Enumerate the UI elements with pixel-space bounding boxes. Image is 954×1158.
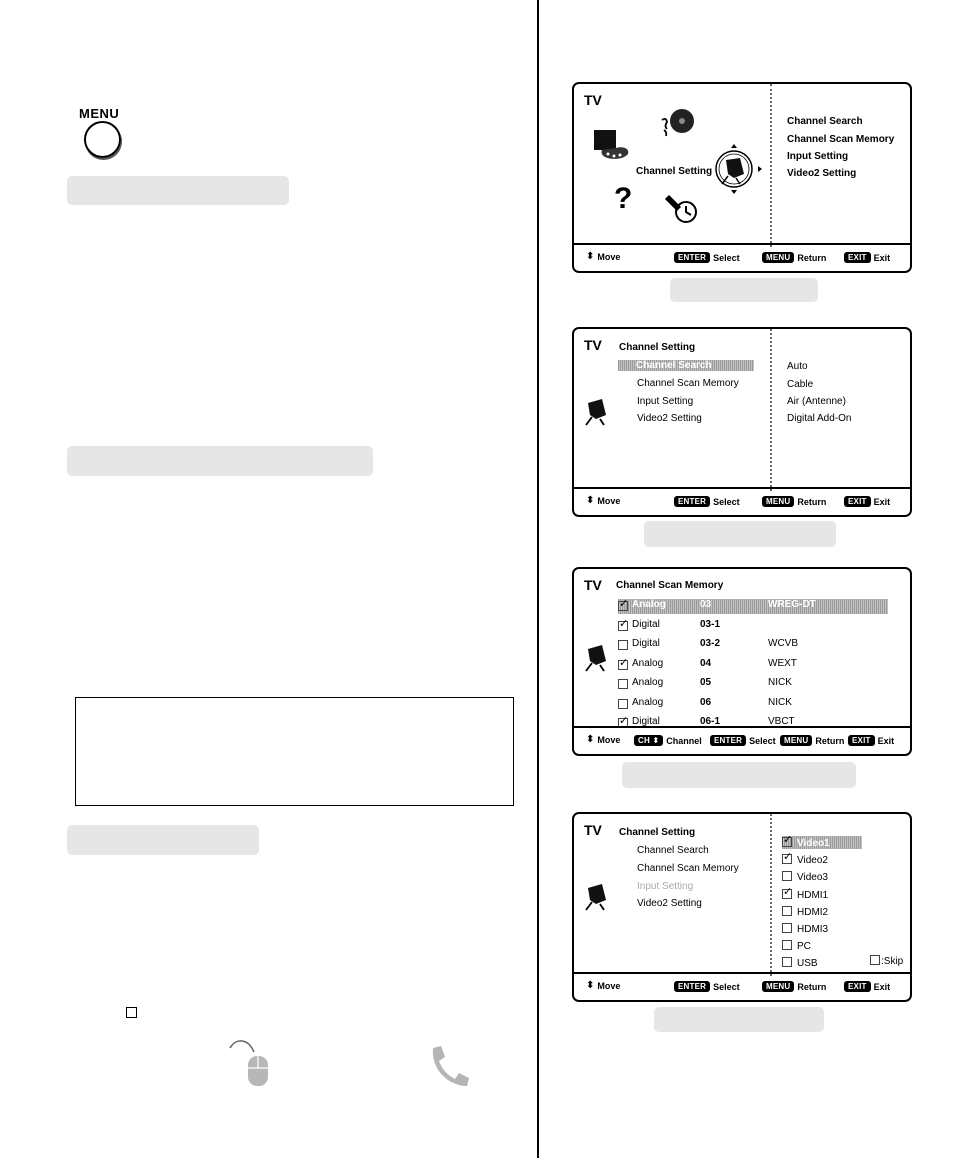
footer-move: ⬍ Move (586, 495, 621, 506)
input-row[interactable] (782, 939, 811, 952)
updown-arrow-icon: ⬍ (586, 251, 595, 262)
channel-name: NICK (768, 696, 792, 708)
channel-row[interactable] (618, 619, 848, 634)
input-label: PC (797, 941, 811, 953)
option-digital-add-on[interactable]: Digital Add-On (787, 413, 852, 424)
menu-button-icon (84, 121, 121, 158)
updown-arrow-icon: ⬍ (586, 734, 595, 745)
channel-name: WEXT (768, 657, 797, 669)
footer-select: ENTER Select (710, 735, 776, 746)
option-input-setting[interactable]: Input Setting (787, 151, 849, 162)
channel-type: Analog (632, 677, 664, 688)
screen-footer (574, 972, 910, 1000)
channel-number: 03 (700, 599, 712, 610)
menu-button-label: MENU (79, 106, 120, 121)
channel-setting-icon (584, 641, 610, 673)
input-label: Video3 (797, 872, 828, 884)
skip-legend: :Skip (870, 954, 903, 967)
music-disc-icon (658, 106, 696, 140)
footer-channel: CH ⬍ Channel (634, 735, 702, 746)
channel-row[interactable] (618, 697, 848, 712)
footer-exit: EXIT Exit (844, 252, 890, 263)
enter-key: ENTER (674, 496, 710, 507)
tv-title: TV (584, 337, 602, 353)
footer-return: MENU Return (762, 252, 826, 263)
footer-return: MENU Return (780, 735, 844, 746)
channel-type: Digital (632, 618, 660, 630)
footer-select: ENTER Select (674, 252, 740, 263)
input-row[interactable] (782, 905, 828, 918)
channel-number: 06-1 (700, 716, 721, 727)
channel-name: WREG-DT (768, 599, 816, 610)
tv-title: TV (584, 822, 602, 838)
input-row[interactable] (782, 956, 818, 969)
heading-placeholder-1 (67, 176, 289, 205)
input-checkbox[interactable] (782, 957, 792, 967)
screen-heading: Channel Setting (619, 827, 696, 838)
channel-type: Analog (632, 599, 666, 610)
channel-setting-screen (572, 327, 912, 517)
enter-key: ENTER (710, 735, 746, 746)
input-checkbox[interactable] (782, 889, 792, 899)
menu-item-channel-scan-memory[interactable]: Channel Scan Memory (637, 378, 739, 389)
screen-heading: Channel Scan Memory (616, 580, 724, 591)
channel-checkbox[interactable] (618, 640, 628, 650)
note-box (75, 697, 514, 806)
channel-number: 03-2 (700, 638, 721, 649)
help-icon: ? (614, 182, 633, 215)
enter-key: ENTER (674, 981, 710, 992)
option-channel-search[interactable]: Channel Search (787, 116, 863, 127)
input-setting-screen (572, 812, 912, 1002)
menu-item-channel-scan-memory[interactable]: Channel Scan Memory (637, 863, 739, 874)
channel-checkbox[interactable] (618, 601, 628, 611)
menu-key: MENU (762, 981, 794, 992)
input-label: HDMI3 (797, 924, 829, 935)
menu-item-input-setting[interactable]: Input Setting (637, 396, 694, 407)
channel-type: Analog (632, 657, 664, 669)
input-row[interactable] (782, 888, 828, 901)
channel-name: WCVB (768, 638, 798, 649)
menu-key: MENU (780, 735, 812, 746)
menu-item-input-setting[interactable]: Input Setting (637, 881, 694, 892)
channel-type: Digital (632, 716, 660, 727)
caption-placeholder-3 (622, 762, 856, 788)
channel-setting-icon (584, 880, 610, 912)
exit-key: EXIT (844, 252, 871, 263)
screen-divider (770, 329, 772, 491)
caption-placeholder-1 (670, 278, 818, 302)
caption-placeholder-4 (654, 1007, 824, 1032)
channel-checkbox[interactable] (618, 699, 628, 709)
screen-footer (574, 487, 910, 515)
skip-legend-box (870, 955, 880, 965)
input-label: Video2 (797, 855, 828, 867)
ch-key: CH ⬍ (634, 735, 663, 746)
footer-exit: EXIT Exit (848, 735, 894, 746)
screen-divider (770, 814, 772, 976)
menu-item-channel-search[interactable]: Channel Search (637, 845, 709, 856)
menu-key: MENU (762, 252, 794, 263)
input-checkbox[interactable] (782, 837, 792, 847)
footer-select: ENTER Select (674, 981, 740, 992)
footer-move: ⬍ Move (586, 980, 621, 991)
input-label: HDMI2 (797, 906, 829, 918)
footer-move: ⬍ Move (586, 734, 621, 745)
center-menu-label: Channel Setting (636, 166, 713, 177)
input-label: USB (797, 958, 818, 970)
picture-icon (592, 128, 632, 162)
channel-type: Analog (632, 696, 664, 708)
exit-key: EXIT (844, 981, 871, 992)
input-row[interactable] (782, 870, 828, 883)
channel-number: 04 (700, 657, 712, 669)
exit-key: EXIT (844, 496, 871, 507)
channel-setting-icon-selected[interactable] (704, 140, 766, 198)
channel-checkbox[interactable] (618, 621, 628, 631)
input-checkbox[interactable] (782, 923, 792, 933)
footer-return: MENU Return (762, 496, 826, 507)
tv-title: TV (584, 92, 602, 108)
option-channel-scan-memory[interactable]: Channel Scan Memory (787, 134, 895, 145)
channel-type: Digital (632, 638, 660, 649)
screen-heading: Channel Setting (619, 342, 696, 353)
updown-arrow-icon: ⬍ (586, 495, 595, 506)
footer-move: ⬍ Move (586, 251, 621, 262)
channel-name: NICK (768, 677, 792, 688)
menu-item-video2-setting[interactable]: Video2 Setting (637, 898, 702, 909)
enter-key: ENTER (674, 252, 710, 263)
channel-setting-icon (584, 395, 610, 427)
channel-number: 05 (700, 677, 712, 688)
option-air-antenne[interactable]: Air (Antenne) (787, 396, 846, 407)
screen-footer (574, 243, 910, 271)
mouse-icon (228, 1040, 270, 1088)
menu-item-video2-setting[interactable]: Video2 Setting (637, 413, 702, 424)
phone-icon (427, 1044, 471, 1088)
channel-checkbox[interactable] (618, 679, 628, 689)
option-cable[interactable]: Cable (787, 379, 814, 390)
screen-footer (574, 726, 910, 754)
channel-number: 06 (700, 696, 712, 708)
tv-title: TV (584, 577, 602, 593)
heading-placeholder-2 (67, 446, 373, 476)
caption-placeholder-2 (644, 521, 836, 547)
channel-row[interactable] (618, 677, 848, 692)
footer-exit: EXIT Exit (844, 496, 890, 507)
page-divider (537, 0, 539, 1158)
input-checkbox[interactable] (782, 906, 792, 916)
option-video2-setting[interactable]: Video2 Setting (787, 168, 857, 179)
footer-select: ENTER Select (674, 496, 740, 507)
footer-exit: EXIT Exit (844, 981, 890, 992)
channel-scan-memory-screen (572, 567, 912, 756)
channel-row[interactable] (618, 599, 888, 614)
channel-number: 03-1 (700, 618, 721, 630)
channel-row[interactable] (618, 658, 848, 673)
menu-key: MENU (762, 496, 794, 507)
footer-return: MENU Return (762, 981, 826, 992)
updown-arrow-icon: ⬍ (586, 980, 595, 991)
screen-divider (770, 84, 772, 247)
menu-item-channel-search[interactable]: Channel Search (618, 360, 754, 371)
input-row[interactable] (782, 836, 862, 849)
input-label: HDMI1 (797, 889, 829, 901)
option-auto[interactable]: Auto (787, 361, 808, 372)
setup-tools-icon (664, 194, 704, 230)
exit-key: EXIT (848, 735, 875, 746)
input-checkbox[interactable] (782, 871, 792, 881)
heading-placeholder-3 (67, 825, 259, 855)
channel-checkbox[interactable] (618, 660, 628, 670)
channel-row[interactable] (618, 638, 848, 653)
channel-name: VBCT (768, 716, 795, 727)
input-label: Video1 (797, 838, 830, 849)
input-checkbox[interactable] (782, 940, 792, 950)
input-checkbox[interactable] (782, 854, 792, 864)
input-row[interactable] (782, 922, 828, 935)
input-row[interactable] (782, 853, 828, 866)
skip-checkbox-symbol (126, 1007, 137, 1018)
tv-main-menu-screen (572, 82, 912, 273)
